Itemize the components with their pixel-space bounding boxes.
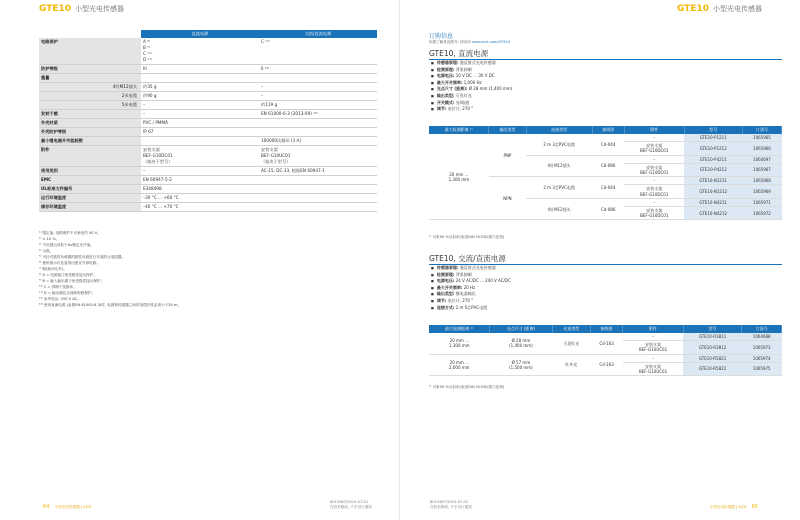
order-link[interactable]: www.sick.com/GTE10 <box>472 40 511 44</box>
order-table-header: 附件 <box>623 325 683 333</box>
spec-note: ³⁾ 不应超出或低于Uv额定允许值。 <box>39 243 94 247</box>
spec-value-ac <box>259 185 377 194</box>
light-type-cell: 红外光 <box>552 354 590 376</box>
spec-label: 附件 <box>39 146 141 167</box>
bullet-key: 电源电压: <box>436 278 455 284</box>
spot-size-cell: Ø 57 mm (1,500 mm) <box>490 354 553 376</box>
spec-note: ¹⁾ 限定值, 电路保护不可承受约 50 V。 <box>39 231 101 235</box>
order-number-cell: 1065965 <box>742 134 781 142</box>
bullet-value: 1,000 Hz <box>463 80 482 86</box>
ac-bullets <box>431 265 511 311</box>
bullet-key: 调节: <box>436 298 447 304</box>
spec-bullet <box>431 305 511 312</box>
bullet-key: 输出类型: <box>436 291 455 297</box>
bullet-value: 亮/暗通 <box>455 99 470 105</box>
order-table-header: 订货号 <box>742 325 782 333</box>
spec-value-dc: E348498 <box>141 185 259 194</box>
ac-order-table <box>429 325 782 376</box>
spec-row <box>39 92 377 101</box>
dc-bullets <box>431 60 512 113</box>
connection-cell: 2 m 3芯PVC电缆 <box>526 134 592 155</box>
spec-value-ac: 安装支架 BEF-G10UC01 （取决于型号） <box>259 146 377 167</box>
order-number-cell: 1065975 <box>742 362 782 375</box>
accessory-cell: 安装支架 BEF-G10DC01 <box>624 207 684 220</box>
spec-notes <box>39 230 369 308</box>
page-header-right <box>677 4 762 14</box>
order-number-cell: 1064688 <box>742 333 782 341</box>
connection-cell: 4针M12插头 <box>526 198 592 220</box>
bullet-value: 2 m 5芯PVC电缆 <box>455 304 488 310</box>
bullet-key: 最大开关频率: <box>436 80 463 86</box>
spec-value-ac <box>259 203 377 212</box>
order-number-cell: 1065968 <box>742 177 781 185</box>
order-number-cell: 1065966 <box>742 142 781 155</box>
spec-value-ac <box>259 119 377 128</box>
spec-label: UL标准文件编号 <box>39 185 141 194</box>
spec-row <box>39 167 377 176</box>
spec-row <box>39 185 377 194</box>
bullet-value: 24 V AC/DC ... 240 V AC/DC <box>455 278 511 284</box>
order-table-header: 订货号 <box>742 126 781 134</box>
order-number-cell: 1065967 <box>742 163 781 176</box>
accessory-cell: 安装支架 BEF-G10DC01 <box>624 163 684 176</box>
spec-row <box>39 203 377 212</box>
spec-label: 电路保护 <box>39 38 141 65</box>
spec-note: ¹³⁾ 使用直流电源 (参照EN 61000-6-3)时, 电源和传感器之间的电缆长度必须小于30 m。 <box>39 303 182 307</box>
spec-value-dc: –30 °C ... +60 °C <box>141 194 259 203</box>
spec-value-dc: 安装支架 BEF-G10DC01 （取决于型号） <box>141 146 259 167</box>
spec-value-dc <box>141 74 259 83</box>
bullet-value: 电位计, 270 ° <box>447 106 474 112</box>
order-table-header: 连接类型 <box>526 126 592 134</box>
diagram-cell: Cd-086 <box>592 198 624 220</box>
type-code-cell: GTE10-R3811 <box>683 333 742 341</box>
order-table-header: 最大检测距离 ¹⁾ <box>429 325 490 333</box>
header-subtitle: 小型光电传感器 <box>75 5 125 13</box>
spec-row <box>39 119 377 128</box>
type-code-cell: GTE10-P1211 <box>684 134 742 142</box>
spec-value-ac: C ¹⁰⁾ <box>259 38 377 65</box>
spec-bullet <box>431 278 511 285</box>
spec-row <box>39 110 377 119</box>
bullet-value: 继电器输出 <box>455 291 476 297</box>
order-subtitle <box>429 40 510 45</box>
bullet-key: 输出类型: <box>436 93 455 99</box>
accessory-cell: – <box>624 198 684 206</box>
order-table-header: 光束类型 <box>552 325 590 333</box>
dc-order-table <box>429 126 782 220</box>
spec-value-ac: II ¹²⁾ <box>259 65 377 74</box>
page-header-left <box>39 4 124 14</box>
spec-header-blank <box>39 30 141 38</box>
spec-value-ac: AC-15, DC-13, 根据EN 60947-1 <box>259 167 377 176</box>
bullet-value: 可见红光 <box>455 93 472 99</box>
bullet-key: 光点尺寸 (距离): <box>436 86 468 92</box>
diagram-cell: Cd-163 <box>590 354 623 376</box>
spec-value-dc: EN 60947-5-2 <box>141 176 259 185</box>
spec-bullet <box>431 73 512 80</box>
spec-value-ac: EN 61000-6-3 (2013-09) ¹³⁾ <box>259 110 377 119</box>
spec-label: 外壳材质 <box>39 119 141 128</box>
spec-note: ¹⁰⁾ C = 抑制干扰脉冲。 <box>39 285 77 289</box>
spec-table <box>39 30 377 212</box>
order-number-cell: 1065973 <box>742 341 782 354</box>
accessory-cell: 安装支架 BEF-G10UC01 <box>623 341 683 354</box>
footer-section-left: 小型光电传感器 | SICK <box>54 505 92 509</box>
bullet-key: 检测原理: <box>436 66 455 72</box>
bullet-key: 传感器原理: <box>436 265 459 271</box>
footer-right <box>710 504 762 510</box>
spec-row <box>39 65 377 74</box>
connection-cell: 2 m 3芯PVC电缆 <box>526 177 592 199</box>
ac-footnote: ¹⁾ 对象90 %反射率(参见DIN 5033标准白色物) <box>429 385 505 389</box>
spec-col-dc: 直流电源 <box>141 30 259 38</box>
table-row <box>429 333 782 341</box>
bullet-value: 10 V DC ... 30 V DC <box>455 73 495 79</box>
spec-value-dc: – <box>141 167 259 176</box>
bullet-value: 20 Hz <box>463 285 476 291</box>
order-title: 订购信息 <box>429 33 454 40</box>
spec-value-dc: 约35 g <box>141 83 259 92</box>
spec-bullet <box>431 93 512 100</box>
spec-note: ⁸⁾ A = 电源接口免受极性接反保护。 <box>39 273 97 277</box>
spec-note: ²⁾ ± 10 %。 <box>39 237 60 241</box>
bullet-value: 漫反射式光电传感器 <box>459 265 496 271</box>
spec-note: ¹¹⁾ D = 输出端抗过流和短路保护。 <box>39 291 96 295</box>
spec-bullet <box>431 60 512 67</box>
page-number-left: 64 <box>43 504 50 510</box>
spec-value-dc: PVC / PMMA <box>141 119 259 128</box>
spec-row <box>39 101 377 110</box>
output-type-cell: PNP <box>489 134 526 177</box>
table-row <box>429 134 782 142</box>
spec-value-ac <box>259 128 377 137</box>
order-number-cell: 1064697 <box>742 155 781 163</box>
spec-value-dc: A ⁸⁾ B ⁹⁾ C ¹⁰⁾ D ¹¹⁾ <box>141 38 259 65</box>
spec-label: 使用类别 <box>39 167 141 176</box>
accessory-cell: – <box>623 354 683 362</box>
footer-section-right: 小型光电传感器 | SICK <box>709 505 747 509</box>
spec-note: ⁴⁾ 示数。 <box>39 249 54 253</box>
spec-bullet <box>431 80 512 87</box>
order-table-header: 接线图 <box>590 325 623 333</box>
connection-cell: 4针M12插头 <box>526 155 592 177</box>
bullet-key: 连接方式: <box>436 304 455 310</box>
spec-label: 储存环境温度 <box>39 203 141 212</box>
spec-value-ac: – <box>259 83 377 92</box>
accessory-cell: 安装支架 BEF-G10DC01 <box>624 185 684 198</box>
spec-note: ⁶⁾ 使用指示灯及鉴别出建议外部电路。 <box>39 261 100 265</box>
spec-value-ac <box>259 176 377 185</box>
spec-bullet <box>431 285 511 292</box>
range-cell: 20 mm ... 2,000 mm <box>429 354 490 376</box>
order-number-cell: 1065969 <box>742 185 781 198</box>
spec-value-ac: 100000次循环 (3 A) <box>259 137 377 146</box>
bullet-key: 最大开关频率: <box>436 285 463 291</box>
accessory-cell: 安装支架 BEF-G10DC01 <box>624 142 684 155</box>
range-cell: 20 mm ... 1,300 mm <box>429 134 489 220</box>
header-model-right: GTE10 <box>676 4 709 14</box>
spec-row <box>39 194 377 203</box>
order-table-header: 型号 <box>683 325 742 333</box>
accessory-cell: – <box>624 177 684 185</box>
type-code-cell: GTE10-P1212 <box>684 142 742 155</box>
spec-value-dc: –40 °C ... +70 °C <box>141 203 259 212</box>
spec-note: ⁹⁾ B = 输入输出端子免受极性接反保护。 <box>39 279 105 283</box>
bullet-value: 电位计, 270 ° <box>447 298 474 304</box>
dc-section-heading: GTE10, 直流电源 <box>429 49 489 58</box>
dc-footnote: ¹⁾ 对象90 %反射率(参见DIN 5033标准白色物) <box>429 235 505 239</box>
bullet-key: 调节: <box>436 106 447 112</box>
spec-col-ac: 交流/直流电源 <box>259 30 377 38</box>
spec-note: ⁷⁾ 略(脉冲允许)。 <box>39 267 67 271</box>
spec-row <box>39 128 377 137</box>
spec-value-ac <box>259 194 377 203</box>
spec-row <box>39 74 377 83</box>
spec-row <box>39 146 377 167</box>
order-subtitle-text: 如需了解其他型号: 请访问 <box>429 40 471 44</box>
order-number-cell: 1065971 <box>742 198 781 206</box>
spec-label: 2米电缆 <box>39 92 141 101</box>
output-type-cell: NPN <box>489 177 526 220</box>
spec-label: 发射于模 <box>39 110 141 119</box>
order-number-cell: 1065972 <box>742 207 781 220</box>
bullet-value: Ø 28 mm (1,400 mm) <box>468 86 513 92</box>
accessory-cell: – <box>624 134 684 142</box>
spec-value-dc: 约90 g <box>141 92 259 101</box>
footer-legal-left: 8015387/2015-07-01 在技术修改, 不予另行通知 <box>330 500 372 509</box>
spot-size-cell: Ø 28 mm (1,400 mm) <box>490 333 553 354</box>
spec-bullet <box>431 298 511 305</box>
diagram-cell: Cd-163 <box>590 333 623 354</box>
type-code-cell: GTE10-N1212 <box>684 185 742 198</box>
bullet-key: 检测原理: <box>436 271 455 277</box>
spec-value-ac: – <box>259 92 377 101</box>
header-model: GTE10 <box>39 4 72 14</box>
spec-row <box>39 137 377 146</box>
range-cell: 20 mm ... 1,300 mm <box>429 333 490 354</box>
order-table-header: 输出类型 <box>489 126 526 134</box>
spec-value-dc: – <box>141 101 259 110</box>
accessory-cell: – <box>623 333 683 341</box>
order-table-header: 光点尺寸 (距离) <box>490 325 553 333</box>
light-type-cell: 可见红光 <box>552 333 590 354</box>
spec-row <box>39 176 377 185</box>
ac-section-heading: GTE10, 交流/直流电源 <box>429 254 506 263</box>
order-table-header: 附件 <box>624 126 684 134</box>
spec-label: 5米电缆 <box>39 101 141 110</box>
table-row <box>429 354 782 362</box>
bullet-value: 漫反射式光电传感器 <box>459 60 496 66</box>
spec-bullet <box>431 106 512 113</box>
spec-row <box>39 83 377 92</box>
header-subtitle-right: 小型光电传感器 <box>713 5 762 13</box>
order-table-header: 型号 <box>684 126 742 134</box>
spec-label: 4针M12插头 <box>39 83 141 92</box>
spec-value-dc: – <box>141 110 259 119</box>
accessory-cell: 安装支架 BEF-G10UC01 <box>623 362 683 375</box>
order-table-header: 接线图 <box>592 126 624 134</box>
bullet-key: 开关模式: <box>436 99 455 105</box>
accessory-cell: – <box>624 155 684 163</box>
spec-value-dc: III <box>141 65 259 74</box>
footer-left <box>39 504 91 510</box>
bullet-value: 背景抑制 <box>455 66 472 72</box>
spec-value-dc <box>141 137 259 146</box>
type-code-cell: GTE10-R5821 <box>683 354 742 362</box>
bullet-key: 传感器原理: <box>436 60 459 66</box>
spec-label: 最小继电器开关能耗数 <box>39 137 141 146</box>
spec-value-dc: IP 67 <box>141 128 259 137</box>
spec-value-ac <box>259 74 377 83</box>
right-page <box>400 0 800 520</box>
spec-label: 外壳防护等级 <box>39 128 141 137</box>
type-code-cell: GTE10-R5822 <box>683 362 742 375</box>
type-code-cell: GTE10-R3812 <box>683 341 742 354</box>
type-code-cell: GTE10-N4212 <box>684 207 742 220</box>
type-code-cell: GTE10-P4211 <box>684 155 742 163</box>
order-table-header: 最大检测距离 ¹⁾ <box>429 126 489 134</box>
spec-value-ac: 约119 g <box>259 101 377 110</box>
spec-label: 防护等级 <box>39 65 141 74</box>
spec-bullet <box>431 265 511 272</box>
bullet-key: 电源电压: <box>436 73 455 79</box>
footer-legal-right: 8015387/2015-07-01 在技术修改, 不予另行通知 <box>430 500 472 509</box>
diagram-cell: Cd-086 <box>592 155 624 177</box>
diagram-cell: Cd-044 <box>592 177 624 199</box>
type-code-cell: GTE10-N4211 <box>684 198 742 206</box>
spec-note: ¹²⁾ 参考电压: 250 V AC。 <box>39 297 81 301</box>
diagram-cell: Cd-044 <box>592 134 624 155</box>
spec-row <box>39 38 377 65</box>
bullet-value: 背景抑制 <box>455 271 472 277</box>
spec-label: EMC <box>39 176 141 185</box>
spec-label: 重量 <box>39 74 141 83</box>
page-number-right: 65 <box>751 504 758 510</box>
order-number-cell: 1065974 <box>742 354 782 362</box>
spec-label: 运行环境温度 <box>39 194 141 203</box>
type-code-cell: GTE10-N1211 <box>684 177 742 185</box>
spec-note: ⁵⁾ 可针对感性负载端的感性负载进行安装的大电阻器。 <box>39 255 126 259</box>
type-code-cell: GTE10-P4212 <box>684 163 742 176</box>
